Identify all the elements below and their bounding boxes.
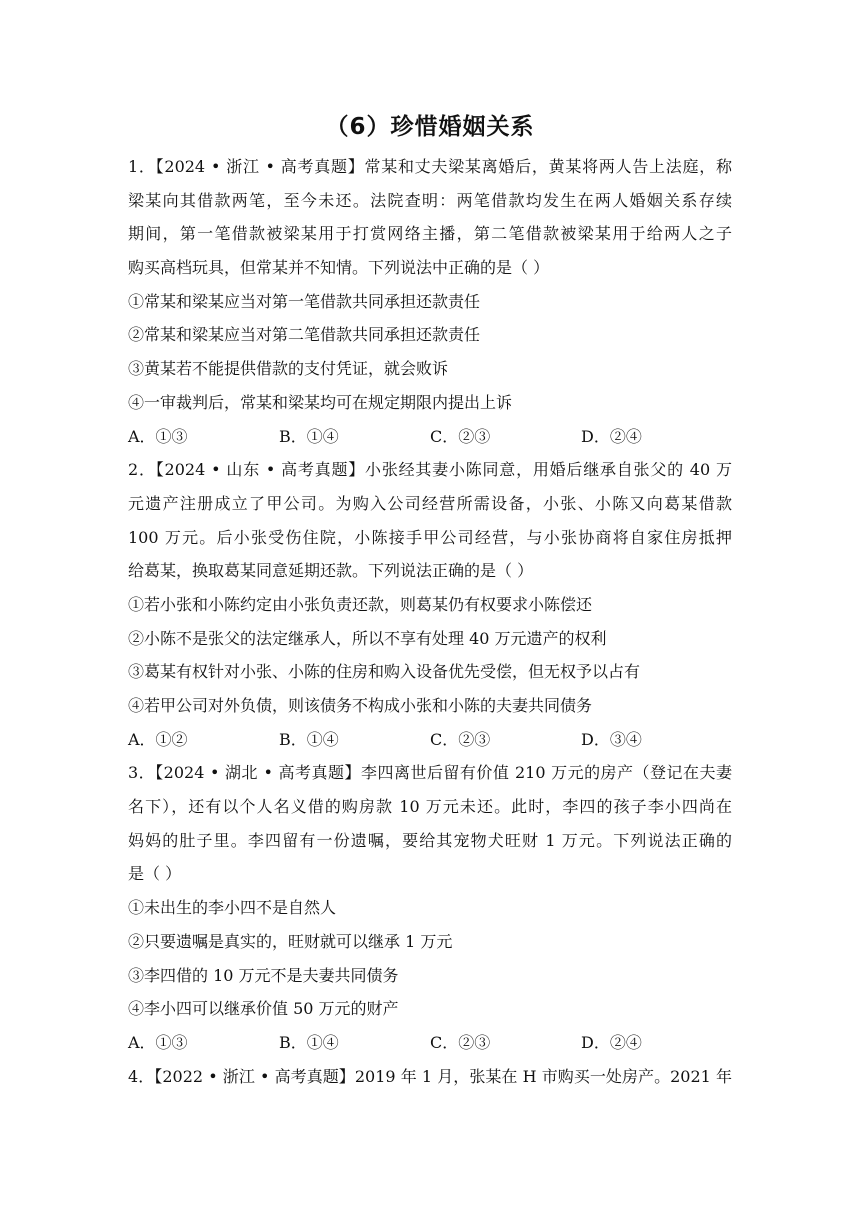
option-b[interactable]: B．①④ — [279, 1032, 339, 1052]
option-d[interactable]: D．②④ — [581, 426, 642, 446]
question-stem-line: 元遗产注册成立了甲公司。为购入公司经营所需设备，小张、小陈又向葛某借款 — [128, 493, 732, 513]
option-d[interactable]: D．③④ — [581, 729, 642, 749]
statement-item: ②常某和梁某应当对第二笔借款共同承担还款责任 — [128, 325, 481, 345]
question-stem-line: 妈妈的肚子里。李四留有一份遗嘱，要给其宠物犬旺财 1 万元。下列说法正确的 — [128, 830, 732, 850]
question-stem-line: 梁某向其借款两笔，至今未还。法院查明：两笔借款均发生在两人婚姻关系存续 — [128, 190, 732, 210]
statement-item: ④若甲公司对外负债，则该债务不构成小张和小陈的夫妻共同债务 — [128, 696, 593, 715]
option-a[interactable]: A．①③ — [128, 1032, 188, 1052]
answer-options — [128, 1026, 732, 1060]
question-stem-line: 3．【2024 • 湖北 • 高考真题】李四离世后留有价值 210 万元的房产（登记在夫妻 — [128, 763, 732, 783]
option-b[interactable]: B．①④ — [279, 729, 339, 749]
option-a[interactable]: A．①③ — [128, 426, 188, 446]
question-stem-line: 1．【2024 • 浙江 • 高考真题】常某和丈夫梁某离婚后，黄某将两人告上法庭，称 — [128, 157, 732, 176]
option-c[interactable]: C．②③ — [430, 729, 491, 749]
answer-options — [128, 420, 732, 454]
statement-item: ④一审裁判后，常某和梁某均可在规定期限内提出上诉 — [128, 392, 513, 412]
statement-item: ②只要遗嘱是真实的，旺财就可以继承 1 万元 — [128, 931, 453, 951]
question-stem-line: 是（ ） — [128, 864, 182, 884]
question-stem-line: 给葛某，换取葛某同意延期还款。下列说法正确的是（ ） — [128, 561, 534, 581]
statement-item: ③葛某有权针对小张、小陈的住房和购入设备优先受偿，但无权予以占有 — [128, 662, 641, 682]
question-stem-line: 名下），还有以个人名义借的购房款 10 万元未还。此时，李四的孩子李小四尚在 — [128, 797, 732, 817]
option-c[interactable]: C．②③ — [430, 426, 491, 446]
statement-item: ③李四借的 10 万元不是夫妻共同债务 — [128, 965, 399, 985]
statement-item: ②小陈不是张父的法定继承人，所以不享有处理 40 万元遗产的权利 — [128, 628, 607, 648]
question-stem-line: 购买高档玩具，但常某并不知情。下列说法中正确的是（ ） — [128, 258, 550, 278]
option-c[interactable]: C．②③ — [430, 1032, 491, 1052]
question-stem-line: 期间，第一笔借款被梁某用于打赏网络主播，第二笔借款被梁某用于给两人之子 — [128, 224, 732, 244]
question-list — [128, 150, 732, 1093]
question-1 — [128, 150, 732, 453]
option-b[interactable]: B．①④ — [279, 426, 339, 446]
question-4 — [128, 1060, 732, 1094]
statement-item: ③黄某若不能提供借款的支付凭证，就会败诉 — [128, 359, 449, 379]
answer-options — [128, 723, 732, 757]
question-2 — [128, 453, 732, 756]
statement-item: ④李小四可以继承价值 50 万元的财产 — [128, 999, 399, 1019]
question-stem-line: 100 万元。后小张受伤住院，小陈接手甲公司经营，与小张协商将自家住房抵押 — [128, 527, 732, 547]
statement-item: ①常某和梁某应当对第一笔借款共同承担还款责任 — [128, 291, 481, 311]
question-3 — [128, 756, 732, 1059]
statement-item: ①未出生的李小四不是自然人 — [128, 898, 337, 918]
option-d[interactable]: D．②④ — [581, 1032, 642, 1052]
statement-item: ①若小张和小陈约定由小张负责还款，则葛某仍有权要求小陈偿还 — [128, 594, 593, 614]
option-a[interactable]: A．①② — [128, 729, 188, 749]
page-title: （6）珍惜婚姻关系 — [325, 114, 535, 140]
question-stem-line: 4．【2022 • 浙江 • 高考真题】2019 年 1 月，张某在 H 市购买一处房产。2021 年 — [128, 1066, 732, 1086]
question-stem-line: 2．【2024 • 山东 • 高考真题】小张经其妻小陈同意，用婚后继承自张父的 40 万 — [128, 460, 732, 480]
